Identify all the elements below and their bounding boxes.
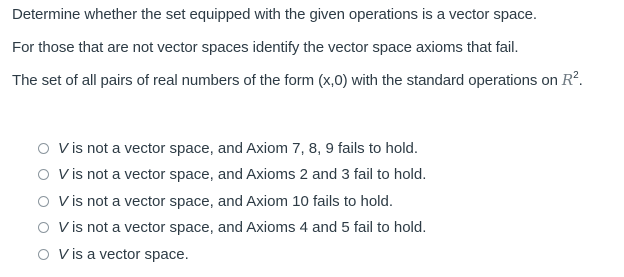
- question-line-3-text: The set of all pairs of real numbers of the form (x,0) with the standard operations on: [12, 72, 562, 89]
- answer-option-5[interactable]: [38, 241, 426, 268]
- real-space-symbol: R: [561, 71, 574, 89]
- vector-space-variable: V: [58, 219, 69, 237]
- real-space-exponent: 2: [573, 70, 579, 81]
- radio-button[interactable]: [38, 222, 49, 233]
- answer-option-label: is not a vector space, and Axioms 4 and 5 fail to hold.: [72, 219, 427, 237]
- vector-space-variable: V: [58, 245, 69, 263]
- question-line-3: [12, 71, 583, 89]
- question-line-1: Determine whether the set equipped with the given operations is a vector space.: [12, 6, 537, 23]
- radio-button[interactable]: [38, 196, 49, 207]
- radio-button[interactable]: [38, 169, 49, 180]
- answer-options: [38, 135, 426, 268]
- answer-option-2[interactable]: [38, 162, 426, 189]
- answer-option-label: is a vector space.: [72, 245, 189, 263]
- radio-button[interactable]: [38, 143, 49, 154]
- answer-option-label: is not a vector space, and Axioms 2 and 3 fail to hold.: [72, 166, 427, 184]
- radio-button[interactable]: [38, 249, 49, 260]
- answer-option-1[interactable]: [38, 135, 426, 162]
- answer-option-label: is not a vector space, and Axiom 10 fails to hold.: [72, 192, 394, 210]
- answer-option-3[interactable]: [38, 188, 426, 215]
- question-line-2: For those that are not vector spaces identify the vector space axioms that fail.: [12, 39, 519, 56]
- answer-option-4[interactable]: [38, 215, 426, 242]
- answer-option-label: is not a vector space, and Axiom 7, 8, 9 fails to hold.: [72, 139, 419, 157]
- question-line-3-period: .: [578, 72, 583, 89]
- vector-space-variable: V: [58, 166, 69, 184]
- vector-space-variable: V: [58, 192, 69, 210]
- vector-space-variable: V: [58, 139, 69, 157]
